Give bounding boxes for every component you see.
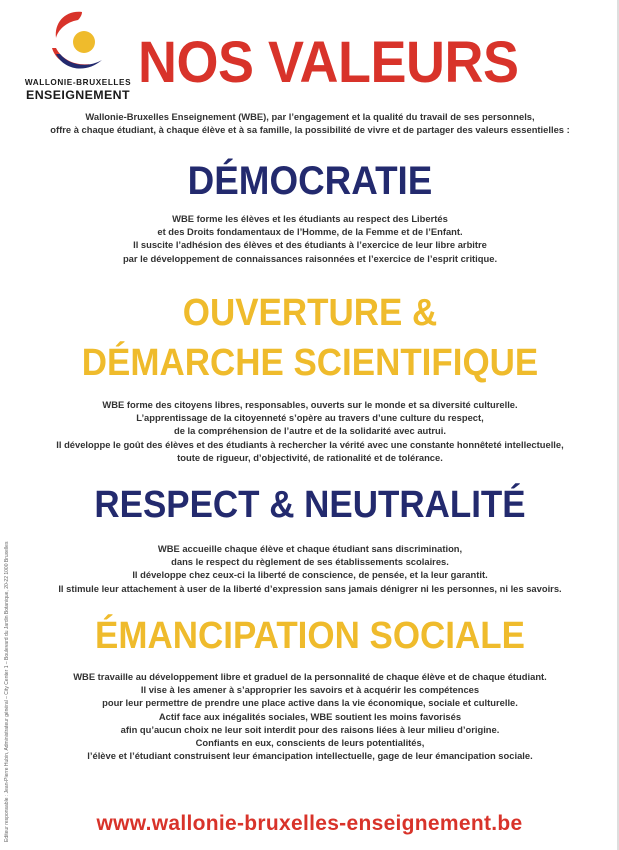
logo-text-enseignement: ENSEIGNEMENT — [26, 88, 130, 102]
body-line: WBE accueille chaque élève et chaque étudiant sans discrimination, — [157, 543, 463, 554]
body-line: l’élève et l’étudiant construisent leur émancipation intellectuelle, gage de leur émancipation sociale. — [87, 750, 533, 762]
body-line: Il suscite l’adhésion des élèves et des étudiants à l’exercice de leur libre arbitre — [133, 239, 487, 251]
body-line: Actif face aux inégalités sociales, WBE soutient les moins favorisés — [158, 710, 462, 722]
heading-respect-neutralite: RESPECT & NEUTRALITÉ — [94, 484, 526, 526]
body-line: pour leur permettre de prendre une place active dans la vie économique, sociale et culturelle. — [102, 697, 518, 709]
website-link[interactable]: www.wallonie-bruxelles-enseignement.be — [96, 812, 523, 835]
logo-text-wallonie-bruxelles: WALLONIE-BRUXELLES — [24, 78, 132, 87]
intro-line: Wallonie-Bruxelles Enseignement (WBE), par l’engagement et la qualité du travail de ses personnels, — [85, 111, 535, 122]
publisher-credit: Editeur responsable : Jean-Pierre Hubin, Administrateur général – City Center 1 – Boulevard du Jardin Botanique, 20-22 1000 Bruxelles — [4, 541, 10, 842]
heading-ouverture: OUVERTURE & — [182, 292, 438, 334]
body-line: par le développement de connaissances raisonnées et l’exercice de l’esprit critique. — [122, 252, 498, 264]
wbe-logo — [22, 8, 134, 102]
body-line: Il développe le goût des élèves et des étudiants à rechercher la vérité avec une constante honnêteté intellectuelle, — [56, 438, 564, 450]
body-line: dans le respect du règlement de ses établissements scolaires. — [171, 556, 449, 568]
emancipation-text — [30, 670, 590, 762]
intro-line: offre à chaque étudiant, à chaque élève et à sa famille, la possibilité de vivre et de partager des valeurs essentielles : — [50, 124, 570, 136]
body-line: Il développe chez ceux-ci la liberté de conscience, de pensée, et la leur garantit. — [132, 569, 488, 581]
body-line: WBE travaille au développement libre et graduel de la personnalité de chaque élève et de chaque étudiant. — [73, 671, 547, 682]
body-line: Il stimule leur attachement à user de la liberté d’expression sans jamais dénigrer ni les personnes, ni les savoirs. — [58, 582, 562, 594]
body-line: Il vise à les amener à s’approprier les savoirs et à acquérir les compétences — [140, 684, 480, 696]
body-line: toute de rigueur, d’objectivité, de rationalité et de tolérance. — [177, 451, 443, 463]
respect-text — [30, 542, 590, 595]
body-line: afin qu’aucun choix ne leur soit interdit pour des raisons liées à leur milieu d’origine. — [120, 723, 500, 735]
body-line: Confiants en eux, conscients de leurs potentialités, — [195, 737, 425, 749]
democratie-text — [30, 212, 590, 265]
wbe-logo-mark — [46, 8, 110, 74]
ouverture-text — [30, 398, 590, 464]
heading-demarche-scientifique: DÉMARCHE SCIENTIFIQUE — [81, 342, 539, 384]
body-line: et des Droits fondamentaux de l’Homme, de la Femme et de l’Enfant. — [157, 226, 463, 238]
body-line: WBE forme les élèves et les étudiants au respect des Libertés — [172, 213, 448, 224]
heading-emancipation-sociale: ÉMANCIPATION SOCIALE — [95, 615, 525, 657]
page-title: NOS VALEURS — [138, 30, 519, 95]
heading-democratie: DÉMOCRATIE — [187, 159, 433, 203]
body-line: WBE forme des citoyens libres, responsables, ouverts sur le monde et sa diversité culturelle. — [102, 399, 518, 410]
body-line: de la compréhension de l’autre et de la solidarité avec autrui. — [174, 425, 446, 437]
body-line: L’apprentissage de la citoyenneté s’opère au travers d’une culture du respect, — [136, 412, 484, 424]
intro-paragraph — [30, 110, 590, 136]
